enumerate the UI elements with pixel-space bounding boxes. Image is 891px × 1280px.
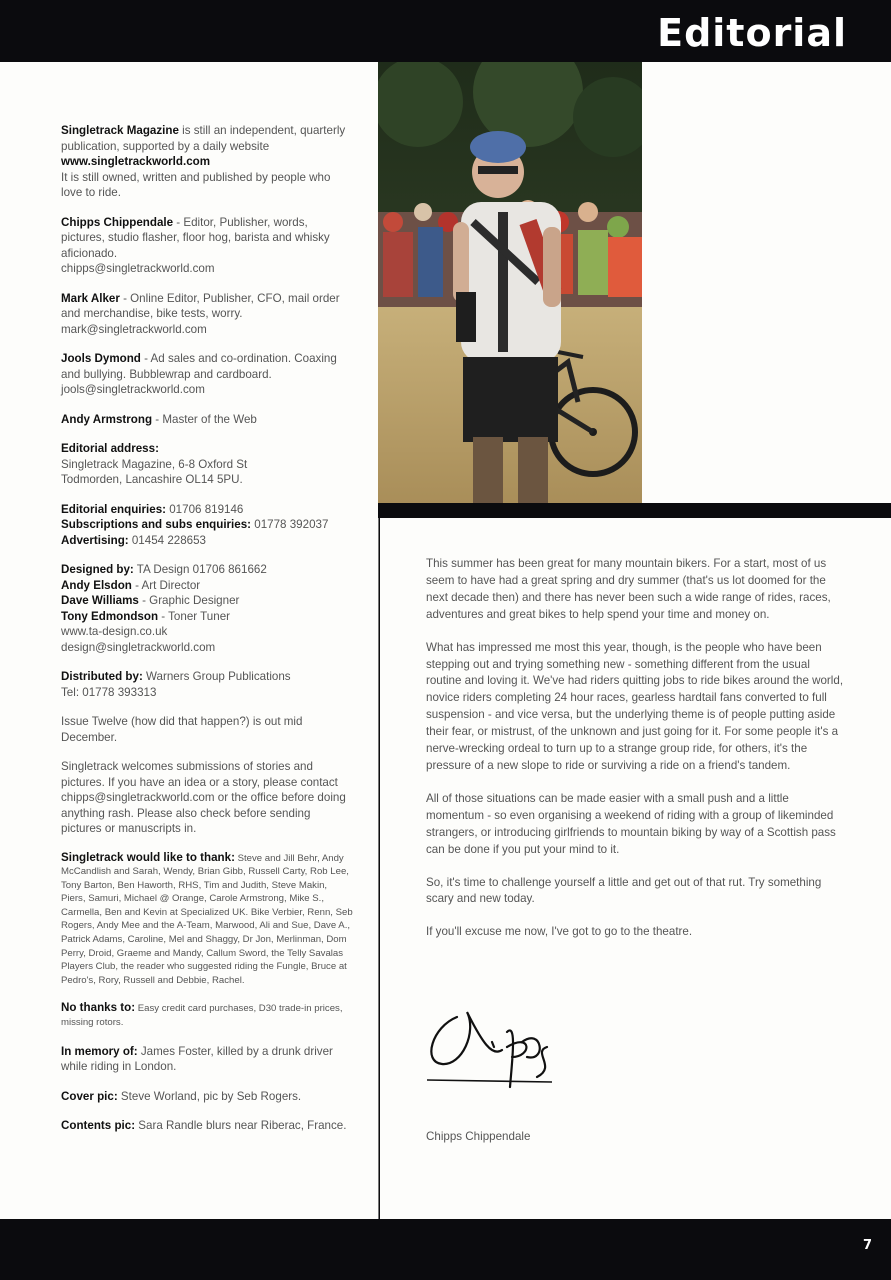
address-line-2: Todmorden, Lancashire OL14 5PU. xyxy=(61,473,243,486)
memory-text: James Foster, killed by a drunk driver while riding in London. xyxy=(61,1044,333,1074)
design-email: design@singletrackworld.com xyxy=(61,640,216,654)
next-issue: Issue Twelve (how did that happen?) is out mid December. xyxy=(61,715,303,744)
distributed-by-value: Warners Group Publications xyxy=(142,670,291,683)
photo-illustration xyxy=(378,62,642,503)
signature xyxy=(422,1002,572,1102)
page-number: 7 xyxy=(862,1238,872,1253)
advertising-value: 01454 228653 xyxy=(128,533,207,547)
contents-pic-text: Sara Randle blurs near Riberac, France. xyxy=(135,1119,347,1133)
credit-name: Jools Dymond xyxy=(61,352,141,365)
editorial-text xyxy=(426,556,848,957)
contents-pic-label: Contents pic: xyxy=(61,1119,136,1133)
credit-email: chipps@singletrackworld.com xyxy=(61,262,215,275)
designer-role: - Art Director xyxy=(131,578,201,592)
editorial-paragraph: What has impressed me most this year, though, is the people who have been stepping out and trying something new - something different from the usual routine and loving it. We've had riders quitting jobs to ride bikes around the world, novice riders completing 24 hour races, gearless hardtail fans converted to full suspension - and vice versa, but the underlying theme is of people putting aside their fear, or mistrust, of the unknown and just going for it. For some people it's a nerve-wrecking ordeal to turn up to a strange group ride, for others, it's the pressure of a new slope to ride or surviving a ride on a friend's tandem. xyxy=(426,640,844,772)
designer-name: Andy Elsdon xyxy=(61,578,132,592)
designed-by-label: Designed by: xyxy=(61,563,134,576)
website-link: www.singletrackworld.com xyxy=(61,155,211,168)
memory-block xyxy=(61,1044,353,1075)
address-label: Editorial address: xyxy=(61,442,159,455)
section-title: Editorial xyxy=(657,11,847,55)
designer-name: Dave Williams xyxy=(61,594,139,607)
credit-role: - Online Editor, Publisher, CFO, mail order and merchandise, bike tests, worry. xyxy=(61,291,340,320)
credit-name: Mark Alker xyxy=(61,291,120,305)
credit-name: Andy Armstrong xyxy=(61,412,153,426)
credits-list xyxy=(61,123,353,1148)
editorial-paragraph: This summer has been great for many mountain bikers. For a start, most of us seem to have had a great spring and dry summer (that's us lot doomed for the next decade then) and there has never been such a wide range of rides, races, adventures and great bikes to help spend your time and money on. xyxy=(426,557,831,621)
contact-numbers xyxy=(61,502,353,549)
advertising-label: Advertising: xyxy=(61,533,129,547)
editorial-enquiries-value: 01706 819146 xyxy=(166,502,244,516)
credit-mark xyxy=(61,291,353,338)
design-website: www.ta-design.co.uk xyxy=(61,625,168,638)
address-line-1: Singletrack Magazine, 6-8 Oxford St xyxy=(61,457,248,471)
divider-bar xyxy=(378,503,891,518)
credit-role: - Ad sales and co-ordination. Coaxing and bullying. Bubblewrap and cardboard. xyxy=(61,352,337,381)
designed-by-value: TA Design 01706 861662 xyxy=(133,563,267,576)
distributed-by-label: Distributed by: xyxy=(61,670,143,683)
credits-column xyxy=(0,62,379,1219)
design-credits xyxy=(61,562,353,655)
editorial-paragraph: So, it's time to challenge yourself a little and get out of that rut. Try something scary and new today. xyxy=(426,875,822,906)
editorial-column xyxy=(380,518,891,1219)
cover-pic-credit xyxy=(61,1089,353,1105)
submissions-note: Singletrack welcomes submissions of stories and pictures. If you have an idea or a story, please contact chipps@singletrackworld.com or the office before doing anything rash. Please also check before sending pictures or manuscripts in. xyxy=(61,760,346,835)
credit-name: Chipps Chippendale xyxy=(61,215,174,229)
cover-pic-text: Steve Worland, pic by Seb Rogers. xyxy=(117,1089,302,1103)
credit-role: - Master of the Web xyxy=(152,412,257,426)
editorial-enquiries-label: Editorial enquiries: xyxy=(61,502,167,516)
distribution-tel: Tel: 01778 393313 xyxy=(61,685,157,699)
magazine-name: Singletrack Magazine xyxy=(61,124,179,137)
editorial-address xyxy=(61,441,353,488)
cover-pic-label: Cover pic: xyxy=(61,1089,118,1103)
subs-value: 01778 392037 xyxy=(251,518,329,531)
thanks-list: Steve and Jill Behr, Andy McCandlish and Sarah, Wendy, Brian Gibb, Russell Carty, Rob Lee, Tony Barton, Ben Haworth, RHS, Tim and Judith, Steve Makin, Piers, Samuri, Michael @ Orange, Carole Armstrong, Mike S., Carmella, Ben and Kevin at Specialized UK. Bike Verbier, Renn, Seb Rogers, Andy Mee and the A-Team, Marwood, Ali and Sue, Dave A., Patrick Adams, Caroline, Mel and Shaggy, Dr Jon, Merlinman, Dom Perry, Droid, Graeme and Mandy, Callum Sword, the Telly Savalas Players Club, the reader who suggested riding the Fungle, Bruce at Pedro's, Rory, Russell and Debbie, Rachel. xyxy=(61,852,353,986)
designer-name: Tony Edmondson xyxy=(61,609,159,623)
credit-andy xyxy=(61,412,353,428)
designer-role: - Toner Tuner xyxy=(158,609,231,623)
credit-role: - Editor, Publisher, words, pictures, studio flasher, floor hog, barista and whisky aficionado. xyxy=(61,215,330,260)
no-thanks-text: Easy credit card purchases, D30 trade-in prices, missing rotors. xyxy=(61,1003,343,1029)
intro-block xyxy=(61,123,353,201)
bottom-bar xyxy=(0,1219,891,1280)
thanks-block xyxy=(61,851,353,988)
credit-chipps xyxy=(61,215,353,277)
photo-side-panel xyxy=(642,62,891,503)
memory-label: In memory of: xyxy=(61,1044,138,1058)
credit-jools xyxy=(61,351,353,398)
credit-email: jools@singletrackworld.com xyxy=(61,383,205,396)
designer-role: - Graphic Designer xyxy=(138,594,240,607)
credit-email: mark@singletrackworld.com xyxy=(61,322,207,336)
signoff-name: Chipps Chippendale xyxy=(426,1130,531,1143)
editor-photo xyxy=(378,62,642,503)
distribution xyxy=(61,669,353,700)
intro-text-2: It is still owned, written and published by people who love to ride. xyxy=(61,170,331,199)
subs-label: Subscriptions and subs enquiries: xyxy=(61,518,252,531)
editorial-paragraph: All of those situations can be made easier with a small push and a little momentum - so even organising a weekend of riding with a group of likeminded strangers, or introducing girlfriends to mountain biking by way of a Scottish pass can be done if you put your mind to it. xyxy=(426,791,836,856)
no-thanks-block xyxy=(61,1001,353,1029)
editorial-paragraph: If you'll excuse me now, I've got to go to the theatre. xyxy=(426,925,693,939)
contents-pic-credit xyxy=(61,1118,353,1134)
intro-text: is still an independent, quarterly publication, supported by a daily website xyxy=(61,124,346,153)
no-thanks-label: No thanks to: xyxy=(61,1001,136,1015)
thanks-label: Singletrack would like to thank: xyxy=(61,850,235,864)
